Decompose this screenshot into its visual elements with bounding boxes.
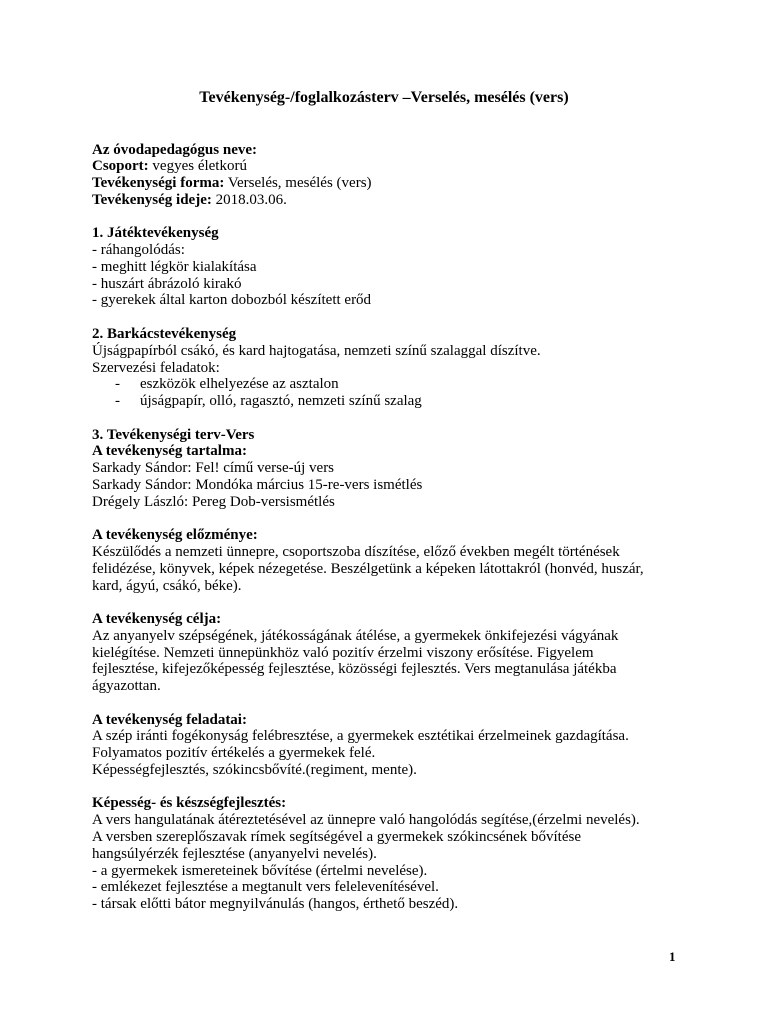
poem-line: Sarkady Sándor: Fel! című verse-új vers (92, 460, 335, 477)
paragraph-line: Az anyanyelv szépségének, játékosságának átélése, a gyermekek önkifejezési vágyának (92, 627, 619, 644)
paragraph-line: kard, ágyú, csákó, béke). (92, 577, 242, 594)
group-row (92, 158, 644, 175)
list-item (92, 376, 644, 393)
content-heading: A tevékenység tartalma: (92, 443, 247, 460)
paragraph-line: - emlékezet fejlesztése a megtanult vers felelevenítésével. (92, 879, 439, 896)
spacer (92, 779, 644, 796)
paragraph-line: felidézése, könyvek, képek nézegetése. Beszélgetünk a képeken látottakról (honvéd, huszár, (92, 560, 644, 577)
group-value: vegyes életkorú (152, 158, 247, 175)
teacher-name-label: Az óvodapedagógus neve: (92, 141, 258, 158)
activity-form-row (92, 175, 644, 192)
list-item-text: újságpapír, olló, ragasztó, nemzeti színű szalag (140, 393, 422, 410)
paragraph-line: Képességfejlesztés, szókincsbővíté.(regiment, mente). (92, 761, 417, 778)
paragraph-line: fejlesztése, kifejezőképesség fejlesztése, közösségi fejlesztés. Vers megtanulása játékba (92, 661, 617, 678)
activity-date-value: 2018.03.06. (215, 191, 287, 208)
activity-date-label: Tevékenység ideje: (92, 191, 212, 208)
activity-form-label: Tevékenységi forma: (92, 175, 225, 192)
section-heading-crafts: 2. Barkácstevékenység (92, 326, 237, 343)
list-bullet: - (115, 376, 120, 393)
section-heading-tasks: A tevékenység feladatai: (92, 711, 247, 728)
paragraph-line: - társak előtti bátor megnyilvánulás (hangos, érthető beszéd). (92, 896, 459, 913)
section-heading-goal: A tevékenység célja: (92, 611, 222, 628)
poem-line: Drégely László: Pereg Dob-versismétlés (92, 493, 335, 510)
play-line: - huszárt ábrázoló kirakó (92, 275, 242, 292)
spacer (92, 410, 644, 427)
group-label: Csoport: (92, 158, 149, 175)
paragraph-line: ágyazottan. (92, 678, 161, 695)
organization-label: Szervezési feladatok: (92, 359, 220, 376)
crafts-description: Újságpapírból csákó, és kard hajtogatása, nemzeti színű szalaggal díszítve. (92, 342, 541, 359)
paragraph-line: A vers hangulatának átéreztetésével az ünnepre való hangolódás segítése,(érzelmi nevelés). (92, 812, 640, 829)
paragraph-line: hangsúlyérzék fejlesztése (anyanyelvi nevelés). (92, 845, 377, 862)
paragraph-line: Készülődés a nemzeti ünnepre, csoportszoba díszítése, előző években megélt történések (92, 543, 620, 560)
paragraph-line: A szép iránti fogékonyság felébresztése, a gyermekek esztétikai érzelmeinek gazdagítása. (92, 728, 629, 745)
paragraph-line: A versben szereplőszavak rímek segítségével a gyermekek szókincsének bővítése (92, 828, 581, 845)
section-heading-play: 1. Játéktevékenység (92, 225, 219, 242)
poem-line: Sarkady Sándor: Mondóka március 15-re-vers ismétlés (92, 476, 423, 493)
spacer (92, 695, 644, 712)
play-line: - gyerekek által karton dobozból készített erőd (92, 292, 372, 309)
list-bullet: - (115, 393, 120, 410)
play-line: - ráhangolódás: (92, 242, 185, 259)
paragraph-line: kielégítése. Nemzeti ünnepünkhöz való pozitív érzelmi viszony erősítése. Figyelem (92, 644, 594, 661)
activity-form-value: Verselés, mesélés (vers) (227, 175, 372, 192)
spacer (92, 594, 644, 611)
section-heading-skills: Képesség- és készségfejlesztés: (92, 795, 287, 812)
paragraph-line: Folyamatos pozitív értékelés a gyermekek felé. (92, 745, 376, 762)
spacer (92, 510, 644, 527)
list-item (92, 393, 644, 410)
spacer (92, 209, 644, 226)
page-number: 1 (669, 949, 676, 964)
list-item-text: eszközök elhelyezése az asztalon (140, 376, 339, 393)
play-line: - meghitt légkör kialakítása (92, 258, 257, 275)
document-title: Tevékenység-/foglalkozásterv –Verselés, mesélés (vers) (199, 89, 569, 106)
section-heading-plan: 3. Tevékenységi terv-Vers (92, 426, 255, 443)
spacer (92, 309, 644, 326)
document-body (92, 142, 644, 913)
activity-date-row (92, 192, 644, 209)
section-heading-antecedent: A tevékenység előzménye: (92, 527, 258, 544)
paragraph-line: - a gyermekek ismereteinek bővítése (értelmi nevelése). (92, 862, 428, 879)
